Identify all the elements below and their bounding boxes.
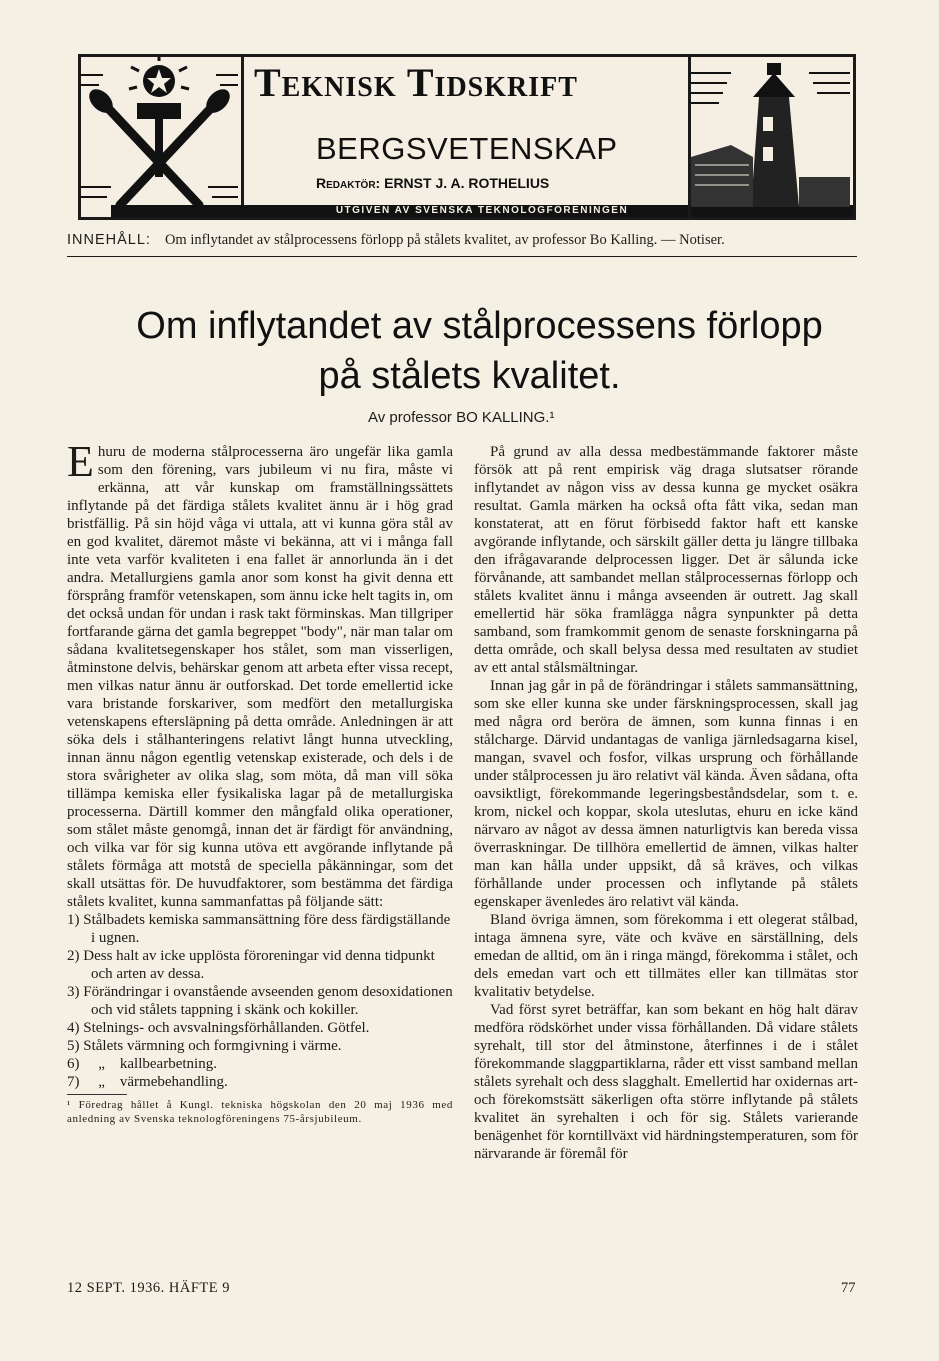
section-title: BERGSVETENSKAP xyxy=(316,131,618,166)
contents-rule xyxy=(67,256,857,257)
footnote: ¹ Föredrag hållet å Kungl. tekniska högskolan den 20 maj 1936 med anledning av Svenska teknologföreningens 75-årsjubileum. xyxy=(67,1099,453,1125)
journal-title: Teknisk Tidskrift xyxy=(254,60,578,105)
list-item: 5) Stålets värmning och formgivning i värme. xyxy=(67,1038,342,1054)
hammer-torches-emblem xyxy=(81,57,238,217)
masthead xyxy=(78,54,856,220)
editor-line xyxy=(316,175,549,191)
left-paragraph-text: huru de moderna stålprocesserna äro ungefär lika gamla som den förening, vars jubileum vi nu fira, måste vi erkänna, att vår kunskap om framställningssättets inflytande på det färdiga stålets kvalitet ännu är i hög grad bristfällig. På sin höjd våga vi uttala, att vi kunna göra stål av en god kvalitet, däremot måste vi bekänna, att vi i många fall inte veta varför kvaliteten i ena fallet är annorlunda än i det andra. Metallurgiens gamla anor som konst ha givit denna ett försprång framför vetenskapen, som ännu icke helt tagits in, om det också undan för undan i rask takt förminskas. Man tillgriper fortfarande gärna det gamla begreppet "body", när man talar om sådana kvalitetsegenskaper hos stålet, som man visserligen, åtminstone delvis, behärskar genom att arbeta efter vissa recept, men vilkas natur ännu är outforskad. Det torde emellertid icke vara bristande forskariver, som medfört den metallurgiska vetenskapens eftersläpning på detta område. Anledningen är att söka dels i stålhanteringens relativt långt hunna utveckling, innan ännu någon egentlig vetenskap existerade, och dels i de stora svårigheter av olika slag, som möta, då man vill söka tillämpa kemiska eller fysikaliska lagar på de metallurgiska processerna. Därtill kommer den mångfald olika operationer, som stålet måste genomgå, innan det är färdigt för användning, och vilka var för sig kunna utöva ett avgörande inflytande på stålets förmåga att motstå de speciella påkänningar, som det skall utsättas för. De huvudfaktorer, som bestämma det färdiga stålets kvalitet, kunna sammanfattas på följande sätt: xyxy=(67,444,453,910)
list-item: 4) Stelnings- och avsvalningsförhållanden. Götfel. xyxy=(67,1020,370,1036)
contents-line xyxy=(67,232,867,249)
list-item: 2) Dess halt av icke upplösta föroreningar vid denna tidpunkt och arten av dessa. xyxy=(67,948,435,982)
right-paragraph: På grund av alla dessa medbestämmande faktorer måste försök att på rent empirisk väg draga slutsatser rörande inflytandet av någon viss av dessa kunna ge mycket osäkra resultat. Gamla märken ha också ofta fått vika, sedan man konstaterat, att en förut förbisedd faktor haft ett kanske avgörande inflytande, och särskilt gäller detta ju längre tillbaka den ifrågavarande delprocessen ligger. Det är sålunda icke förvånande, att sambandet mellan stålprocessernas förlopp och stålets kvalitet ännu i många avseenden är outrett. Jag skall emellertid här söka framlägga några synpunkter på detta samband, som framkommit genom de senaste forskningarna på detta område, och skall belysa dessa med resultaten av studiet av ett antal stålsmältningar. xyxy=(474,444,858,676)
left-paragraph xyxy=(67,437,453,911)
list-item: 7) „ värmebehandling. xyxy=(67,1074,228,1090)
byline: Av professor BO KALLING.¹ xyxy=(368,409,555,426)
list-item: 3) Förändringar i ovanstående avseenden genom desoxidationen och vid stålets tappning i skänk och kokiller. xyxy=(67,984,453,1018)
list-item: 6) „ kallbearbetning. xyxy=(67,1056,217,1072)
mine-tower-panel xyxy=(688,57,853,217)
drop-cap: E xyxy=(67,437,94,486)
contents-text: Om inflytandet av stålprocessens förlopp på stålets kvalitet, av professor Bo Kalling. — Notiser. xyxy=(164,232,725,248)
article-title-line2: på stålets kvalitet. xyxy=(318,355,621,397)
list-item: 1) Stålbadets kemiska sammansättning före dess färdigställande i ugnen. xyxy=(67,912,451,946)
footer-date-issue: 12 SEPT. 1936. HÄFTE 9 xyxy=(67,1280,230,1296)
mine-tower-illustration xyxy=(691,57,850,207)
right-paragraph: Vad först syret beträffar, kan som bekant en hög halt därav medföra rödskörhet under vissa förhållanden. Då vidare stålets syrehalt, till stor del åtminstone, återfinnes i de i stålet förekommande slaggpartiklarna, råder ett visst samband mellan stålets syrehalt och dess slagghalt. Emellertid har oxidernas art- och förekomstsätt säkerligen ofta större inflytande på stålets kvalitet än syrehalten i och för sig. Stålets varierande benägenhet för korntillväxt vid härdningstemperaturen, som för närvarande är föremål för xyxy=(474,1002,858,1162)
left-column xyxy=(67,437,453,1126)
masthead-center xyxy=(244,57,688,217)
page-number: 77 xyxy=(841,1280,856,1296)
right-column xyxy=(474,443,858,1163)
emblem-panel xyxy=(81,57,244,217)
editor-label: Redaktör: xyxy=(316,175,381,191)
footnote-rule xyxy=(67,1094,127,1095)
publisher-bar: UTGIVEN AV SVENSKA TEKNOLOGFÖRENINGEN xyxy=(111,205,853,217)
right-paragraph: Innan jag går in på de förändringar i stålets sammansättning, som ske eller kunna ske under färskningsprocessen, skall jag med några ord beröra de ämnen, som kunna finnas i en stålcharge. Därvid undantagas de vanliga järnledsagarna kisel, mangan, svavel och fosfor, vilkas ursprung och förhållande under stålprocessen ju äro relativt väl kända. Även sådana, ofta oavsiktligt, förekommande legeringsbeståndsdelar, som t. e. krom, nickel och koppar, skola uteslutas, ehuru en icke känd närvaro av något av dessa ämnen naturligtvis kan bereda vissa överraskningar. De tillhöra emellertid de ämnen, vilkas halter man kan hålla under uppsikt, då så kräves, och vilkas förhållande under processen och inflytande på stålets egenskaper ävenledes äro relativt väl kända. xyxy=(474,678,858,910)
article-title-line1: Om inflytandet av stålprocessens förlopp xyxy=(136,305,823,347)
contents-label: INNEHÅLL: xyxy=(67,232,151,248)
factor-list xyxy=(67,911,453,1091)
right-paragraph: Bland övriga ämnen, som förekomma i ett olegerat stålbad, intaga ämnena syre, väte och kväve en särställning, dels emedan de alltid, om än i ringa mängd, förekomma i stålet, och dels emedan vart och ett tillmätes eller kan tillmätas stor kvalitativ betydelse. xyxy=(474,912,858,1000)
editor-name: ERNST J. A. ROTHELIUS xyxy=(384,175,550,191)
